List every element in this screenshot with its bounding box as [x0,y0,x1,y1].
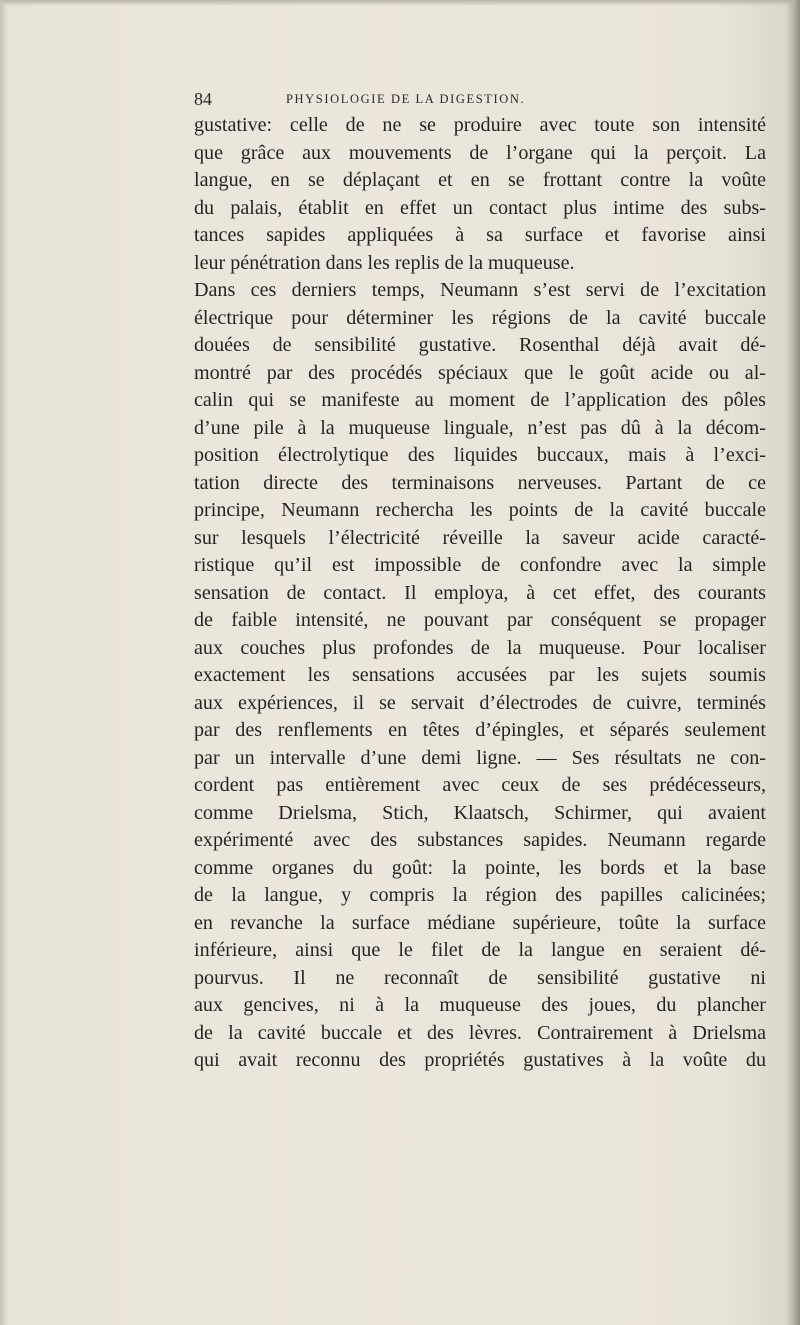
text-line: douées de sensibilité gustative. Rosenthal déjà avait dé- [194,334,766,356]
text-line: gustative: celle de ne se produire avec toute son intensité [194,114,766,136]
text-line: leur pénétration dans les replis de la muqueuse. [194,251,575,274]
text-line: ristique qu’il est impossible de confondre avec la simple [194,554,766,576]
text-line: comme organes du goût: la pointe, les bords et la base [194,856,766,879]
text-line: Dans ces derniers temps, Neumann s’est servi de l’excitation [194,279,766,301]
text-line: de faible intensité, ne pouvant par conséquent se propager [194,609,766,631]
text-line: calin qui se manifeste au moment de l’application des pôles [194,389,766,411]
text-line: expérimenté avec des substances sapides. Neumann regarde [194,829,766,851]
text-line: position électrolytique des liquides buccaux, mais à l’exci- [194,444,766,466]
text-line: sur lesquels l’électricité réveille la saveur acide caracté- [194,526,766,549]
text-line: de la langue, y compris la région des papilles calicinées; [194,884,766,906]
text-line: que grâce aux mouvements de l’organe qui la perçoit. La [194,141,766,164]
text-line: d’une pile à la muqueuse linguale, n’est pas dû à la décom- [194,416,766,439]
text-line: langue, en se déplaçant et en se frottant contre la voûte [194,169,766,191]
text-line: exactement les sensations accusées par les sujets soumis [194,664,766,686]
page-right-shadow [786,0,800,1325]
text-line: cordent pas entièrement avec ceux de ses prédécesseurs, [194,774,766,796]
text-line: sensation de contact. Il employa, à cet effet, des courants [194,581,766,604]
text-line: montré par des procédés spéciaux que le goût acide ou al- [194,361,766,384]
text-line: par un intervalle d’une demi ligne. — Ses résultats ne con- [194,746,766,769]
text-line: comme Drielsma, Stich, Klaatsch, Schirmer, qui avaient [194,801,766,824]
text-line: tation directe des terminaisons nerveuses. Partant de ce [194,471,766,494]
text-line: pourvus. Il ne reconnaît de sensibilité gustative ni [194,966,766,989]
running-head: PHYSIOLOGIE DE LA DIGESTION. [286,92,526,106]
text-line: inférieure, ainsi que le filet de la langue en seraient dé- [194,939,766,961]
text-line: aux gencives, ni à la muqueuse des joues, du plancher [194,994,766,1016]
body-text [194,112,766,1075]
text-line: aux expériences, il se servait d’électrodes de cuivre, terminés [194,691,766,714]
text-line: principe, Neumann rechercha les points de la cavité buccale [194,499,766,521]
text-line: de la cavité buccale et des lèvres. Contrairement à Drielsma [194,1021,766,1044]
text-line: aux couches plus profondes de la muqueuse. Pour localiser [194,636,766,659]
text-line: du palais, établit en effet un contact plus intime des subs- [194,196,766,219]
text-line: qui avait reconnu des propriétés gustatives à la voûte du [194,1049,766,1071]
page-left-shadow [0,0,8,1325]
text-line: électrique pour déterminer les régions de la cavité buccale [194,306,766,329]
page-number: 84 [194,89,212,109]
text-line: en revanche la surface médiane supérieure, toûte la surface [194,911,766,934]
text-line: par des renflements en têtes d’épingles, et séparés seulement [194,719,766,741]
text-line: tances sapides appliquées à sa surface et favorise ainsi [194,224,766,246]
page-top-shadow [0,0,800,6]
